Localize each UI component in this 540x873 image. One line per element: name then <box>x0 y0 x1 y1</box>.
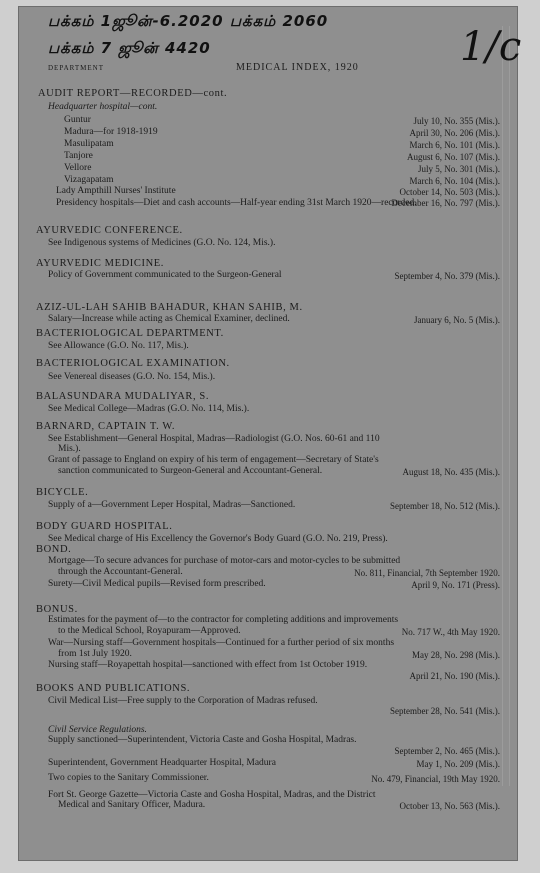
document-page <box>18 6 522 861</box>
index-entry-text: Medical and Sanitary Officer, Madura. <box>58 800 206 810</box>
index-entry-reference: September 2, No. 465 (Mis.). <box>394 746 500 756</box>
index-entry-text: Fort St. George Gazette—Victoria Caste and Gosha Hospital, Madras, and the District <box>48 790 376 800</box>
index-heading: BACTERIOLOGICAL EXAMINATION. <box>36 358 230 369</box>
index-entry-reference: December 16, No. 797 (Mis.). <box>391 198 500 208</box>
index-entry-reference: April 21, No. 190 (Mis.). <box>409 671 500 681</box>
index-entry-reference: April 30, No. 206 (Mis.). <box>409 128 500 138</box>
index-entry-text: Policy of Government communicated to the Surgeon-General <box>48 270 282 280</box>
index-entry-text: Madura—for 1918-1919 <box>64 127 158 137</box>
index-heading: BOOKS AND PUBLICATIONS. <box>36 683 191 694</box>
index-entry-text: from 1st July 1920. <box>58 649 132 659</box>
index-entry-text: See Establishment—General Hospital, Madras—Radiologist (G.O. Nos. 60-61 and 110 <box>48 434 380 444</box>
index-entry-reference: October 14, No. 503 (Mis.). <box>399 187 500 197</box>
index-entry-reference: No. 479, Financial, 19th May 1920. <box>371 774 500 784</box>
index-entry-reference: May 1, No. 209 (Mis.). <box>416 759 500 769</box>
index-entry-text: Two copies to the Sanitary Commissioner. <box>48 773 209 783</box>
index-entry-text: Supply sanctioned—Superintendent, Victoria Caste and Gosha Hospital, Madras. <box>48 735 357 745</box>
index-entry-reference: No. 717 W., 4th May 1920. <box>401 627 500 637</box>
index-entry-reference: September 28, No. 541 (Mis.). <box>390 706 500 716</box>
index-entry-reference: October 13, No. 563 (Mis.). <box>399 801 500 811</box>
index-entry-text: Civil Service Regulations. <box>48 725 147 735</box>
index-entry-reference: September 18, No. 512 (Mis.). <box>390 501 500 511</box>
index-entry-text: Civil Medical List—Free supply to the Corporation of Madras refused. <box>48 696 318 706</box>
index-heading: BOND. <box>36 544 72 555</box>
index-entry-text: Superintendent, Government Headquarter Hospital, Madura <box>48 758 276 768</box>
index-entry-text: See Medical charge of His Excellency the Governor's Body Guard (G.O. No. 219, Press). <box>48 534 388 544</box>
page-title: MEDICAL INDEX, 1920 <box>236 62 359 73</box>
index-entry-text: See Venereal diseases (G.O. No. 154, Mis.). <box>48 372 216 382</box>
index-entry-text: Guntur <box>64 115 91 125</box>
index-heading: BODY GUARD HOSPITAL. <box>36 521 173 532</box>
handwritten-note-line-2: பக்கம் 7 ஜூன் 4420 <box>48 39 211 57</box>
index-heading: BONUS. <box>36 604 78 615</box>
index-entry-text: sanction communicated to Surgeon-General and Accountant-General. <box>58 466 323 476</box>
index-entry-reference: July 5, No. 301 (Mis.). <box>417 164 500 174</box>
index-heading: AYURVEDIC MEDICINE. <box>36 258 165 269</box>
index-entry-text: See Medical College—Madras (G.O. No. 114, Mis.). <box>48 404 250 414</box>
index-entry-text: Mortgage—To secure advances for purchase of motor-cars and motor-cycles to be submitted <box>48 556 401 566</box>
index-entry-reference: March 6, No. 104 (Mis.). <box>409 176 500 186</box>
index-entry-reference: July 10, No. 355 (Mis.). <box>413 116 500 126</box>
index-entry-text: Tanjore <box>64 151 93 161</box>
index-entry-text: Salary—Increase while acting as Chemical Examiner, declined. <box>48 314 290 324</box>
folio-mark: 1/c <box>460 24 522 70</box>
index-heading: AZIZ-UL-LAH SAHIB BAHADUR, KHAN SAHIB, M. <box>36 302 303 313</box>
index-entry-text: War—Nursing staff—Government hospitals—Continued for a further period of six months <box>48 638 395 648</box>
index-entry-reference: January 6, No. 5 (Mis.). <box>414 315 500 325</box>
index-heading: AYURVEDIC CONFERENCE. <box>36 225 183 236</box>
index-entry-reference: May 28, No. 298 (Mis.). <box>412 650 500 660</box>
index-entry-text: through the Accountant-General. <box>58 567 183 577</box>
index-heading: BACTERIOLOGICAL DEPARTMENT. <box>36 328 224 339</box>
index-entry-reference: August 18, No. 435 (Mis.). <box>402 467 500 477</box>
index-entry-text: Supply of a—Government Leper Hospital, Madras—Sanctioned. <box>48 500 296 510</box>
index-entry-text: Vizagapatam <box>64 175 114 185</box>
index-entry-text: Surety—Civil Medical pupils—Revised form prescribed. <box>48 579 266 589</box>
index-entry-text: Vellore <box>64 163 92 173</box>
index-heading: BICYCLE. <box>36 487 89 498</box>
index-entry-text: to the Medical School, Royapuram—Approved. <box>58 626 241 636</box>
index-entry-text: Estimates for the payment of—to the contractor for completing additions and improvements <box>48 615 399 625</box>
index-entry-reference: April 9, No. 171 (Press). <box>411 580 500 590</box>
index-entry-text: Lady Ampthill Nurses' Institute <box>56 186 176 196</box>
index-heading: BALASUNDARA MUDALIYAR, S. <box>36 391 210 402</box>
page-content <box>18 6 522 861</box>
index-entry-text: Mis.). <box>58 444 81 454</box>
index-entry-text: Nursing staff—Royapettah hospital—sanctioned with effect from 1st October 1919. <box>48 660 368 670</box>
index-entry-text: Masulipatam <box>64 139 114 149</box>
index-entry-reference: March 6, No. 101 (Mis.). <box>409 140 500 150</box>
index-entry-text: Presidency hospitals—Diet and cash accounts—Half-year ending 31st March 1920—recorded. <box>56 198 417 208</box>
index-entry-text: See Indigenous systems of Medicines (G.O. No. 124, Mis.). <box>48 238 276 248</box>
index-entry-reference: August 6, No. 107 (Mis.). <box>406 152 500 162</box>
index-heading: BARNARD, CAPTAIN T. W. <box>36 421 176 432</box>
index-entry-reference: No. 811, Financial, 7th September 1920. <box>354 568 500 578</box>
department-label: DEPARTMENT <box>48 64 104 72</box>
index-entry-text: Grant of passage to England on expiry of his term of engagement—Secretary of State's <box>48 455 379 465</box>
handwritten-note-line-1: பக்கம் 1ஜூன்-6.2020 பக்கம் 2060 <box>48 12 329 30</box>
index-entry-text: See Allowance (G.O. No. 117, Mis.). <box>48 341 189 351</box>
index-entry-text: Headquarter hospital—cont. <box>48 102 158 112</box>
index-heading: AUDIT REPORT—RECORDED—cont. <box>38 88 228 99</box>
index-entry-reference: September 4, No. 379 (Mis.). <box>394 271 500 281</box>
